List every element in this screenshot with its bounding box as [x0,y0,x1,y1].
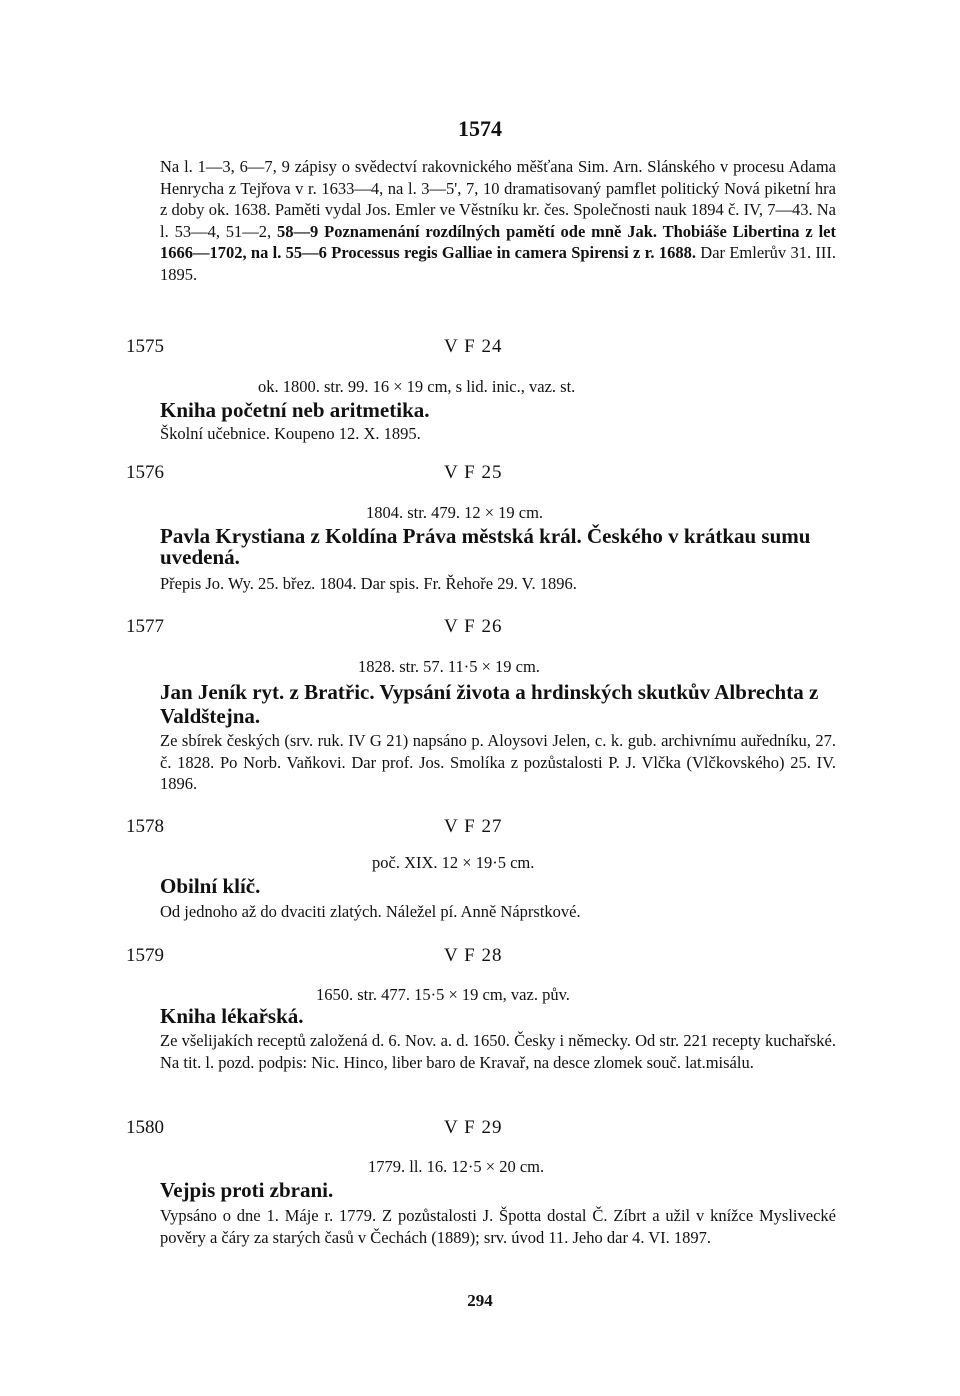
entry-title: Kniha početní neb aritmetika. [160,398,430,422]
entry-number: 1577 [126,616,164,637]
entry-signature: V F 26 [444,616,503,637]
entry-note: Od jednoho až do dvaciti zlatých. Náležel pí. Anně Náprstkové. [160,902,581,921]
entry-number: 1579 [126,945,164,966]
entry-meta: 1779. ll. 16. 12·5 × 20 cm. [368,1157,545,1176]
entry-number: 1578 [126,816,164,837]
entry-meta: 1828. str. 57. 11·5 × 19 cm. [358,657,540,676]
entry-note: Vypsáno o dne 1. Máje r. 1779. Z pozůstalosti J. Špotta dostal Č. Zíbrt a užil v knížce Myslivecké pověry a čáry za starých časů v Čechách (1889); srv. úvod 11. Jeho dar 4. VI. 1897. [160,1206,836,1247]
entry-signature: V F 27 [444,816,503,837]
entry-note: Školní učebnice. Koupeno 12. X. 1895. [160,424,421,443]
entry-signature: V F 29 [444,1117,503,1138]
intro-text-2: 58—9 Poznamenání rozdílných pamětí ode mně Jak. Thobiáše Libertina z let 1666—1702, na l. 55—6 Processus regis Galliae in camera Spirensi z r. 1688. [160,221,836,262]
entry-meta: ok. 1800. str. 99. 16 × 19 cm, s lid. inic., vaz. st. [258,377,576,396]
entry-title: Pavla Krystiana z Koldína Práva městská král. Českého v krátkau sumu uvedená. [160,524,811,569]
intro-paragraph [160,156,836,285]
entry-note: Ze všelijakích receptů založená d. 6. Nov. a. d. 1650. Česky i německy. Od str. 221 recepty kuchařské. Na tit. l. pozd. podpis: Nic. Hinco, liber baro de Kravař, na desce zlomek souč. lat.misálu. [160,1031,836,1072]
entry-meta: 1804. str. 479. 12 × 19 cm. [366,503,544,522]
entry-title: Vejpis proti zbrani. [160,1178,334,1202]
entry-signature: V F 24 [444,336,503,357]
entry-title: Jan Jeník ryt. z Bratřic. Vypsání života a hrdinských skutkův Albrechta z Valdštejna. [160,680,819,728]
entry-number: 1580 [126,1117,164,1138]
entry-title: Obilní klíč. [160,874,261,898]
page-header: 1574 [458,116,502,141]
entry-meta: poč. XIX. 12 × 19·5 cm. [372,853,535,872]
entry-signature: V F 28 [444,945,503,966]
entry-signature: V F 25 [444,462,503,483]
intro-text-3: Dar Emlerův 31. III. 1895. [160,243,836,284]
intro-text-1: Na l. 1—3, 6—7, 9 zápisy o svědectví rakovnického měšťana Sim. Arn. Slánského v procesu Adama Henrycha z Tejřova v r. 1633—4, na l. 3—5', 7, 10 dramatisovaný pamflet politický Nová piketní hra z doby ok. 1638. Paměti vydal Jos. Emler ve Věstníku kr. čes. Společnosti nauk 1894 č. IV, 7—43. Na l. 53—4, 51—2, [160,157,836,241]
entry-meta: 1650. str. 477. 15·5 × 19 cm, vaz. pův. [316,985,570,1004]
entry-number: 1575 [126,336,164,357]
entry-title: Kniha lékařská. [160,1004,304,1028]
entry-note: Ze sbírek českých (srv. ruk. IV G 21) napsáno p. Aloysovi Jelen, c. k. gub. archivnímu auředníku, 27. č. 1828. Po Norb. Vaňkovi. Dar prof. Jos. Smolíka z pozůstalosti P. J. Vlčka (Vlčkovského) 25. IV. 1896. [160,731,836,793]
entry-note: Přepis Jo. Wy. 25. břez. 1804. Dar spis. Fr. Řehoře 29. V. 1896. [160,574,577,593]
entry-number: 1576 [126,462,164,483]
page-number: 294 [467,1291,493,1310]
